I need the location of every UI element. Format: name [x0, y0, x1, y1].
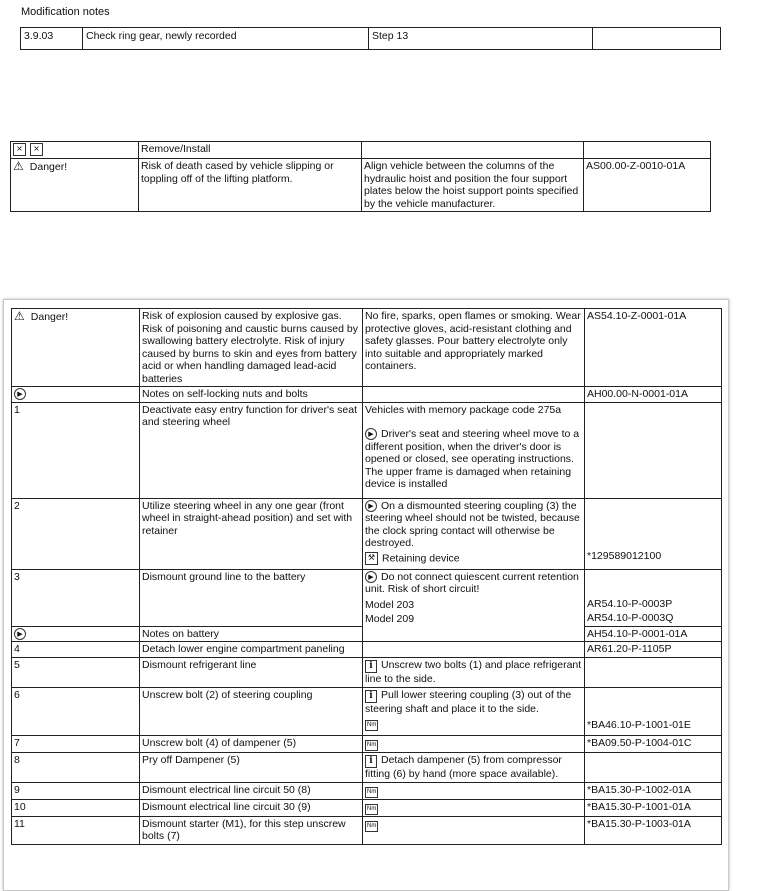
warning-triangle-icon: ⚠ — [14, 309, 25, 323]
step-info: Pull lower steering coupling (3) out of the steering shaft and place it to the side. — [365, 688, 572, 715]
step-number: 3 — [12, 569, 140, 626]
step-reference: *129589012100 — [585, 498, 722, 569]
note-text: Notes on battery — [140, 626, 363, 642]
mod-step: Step 13 — [369, 28, 593, 50]
step-number: 1 — [12, 402, 140, 498]
torque-icon: Nm — [365, 821, 378, 832]
table-row — [12, 687, 722, 735]
torque-icon: Nm — [365, 720, 378, 731]
step-text: Dismount electrical line circuit 50 (8) — [140, 782, 363, 799]
step-number: 11 — [12, 816, 140, 844]
step-reference: *BA15.30-P-1002-01A — [585, 782, 722, 799]
step-reference: *BA15.30-P-1001-01A — [585, 799, 722, 816]
step-text: Dismount electrical line circuit 30 (9) — [140, 799, 363, 816]
step-info: On a dismounted steering coupling (3) the steering wheel should not be twisted, because the clock spring contact will otherwise be destroyed. — [365, 499, 580, 549]
mod-code: 3.9.03 — [21, 28, 83, 50]
step-reference: AR61.20-P-1105P — [585, 642, 722, 658]
step-number: 5 — [12, 657, 140, 687]
step-number: 10 — [12, 799, 140, 816]
step-info: Unscrew two bolts (1) and place refrigerant line to the side. — [365, 658, 582, 685]
model-label: Model 209 — [365, 613, 415, 625]
table-row — [12, 642, 722, 658]
remove-install-label: Remove/Install — [139, 142, 362, 159]
step-text: Unscrew bolt (4) of dampener (5) — [140, 735, 363, 752]
torque-icon: Nm — [365, 804, 378, 815]
steps-table — [11, 308, 722, 845]
table-row — [12, 569, 722, 626]
table-row — [12, 387, 722, 403]
step-text: Dismount ground line to the battery — [140, 569, 363, 626]
install-icon: ⨯ — [30, 143, 43, 156]
step-reference: *BA46.10-P-1001-01E — [585, 687, 722, 735]
table-row — [12, 735, 722, 752]
step-reference: AR54.10-P-0003Q — [587, 612, 674, 624]
table-row — [21, 28, 721, 50]
note-icon: ▶ — [14, 628, 26, 640]
reference-code: AS00.00-Z-0010-01A — [584, 159, 711, 212]
measure-text: Align vehicle between the columns of the hydraulic hoist and position the four support plates below the hoist support points specified by the vehicle manufacturer. — [362, 159, 584, 212]
table-row — [11, 142, 711, 159]
step-number: 9 — [12, 782, 140, 799]
note-icon: ▶ — [365, 428, 377, 440]
risk-text: Risk of death cased by vehicle slipping or toppling off of the lifting platform. — [139, 159, 362, 212]
danger-label: Danger! — [29, 161, 68, 173]
step-text: Unscrew bolt (2) of steering coupling — [140, 687, 363, 735]
danger-measure-text: No fire, sparks, open flames or smoking. Wear protective gloves, acid-resistant clothing and safety glasses. Pour battery electrolyte only into suitable and appropriately marked containers. — [363, 309, 585, 387]
table-row — [11, 159, 711, 212]
step-info: Do not connect quiescent current retention unit. Risk of short circuit! — [365, 570, 579, 595]
step-text: Dismount refrigerant line — [140, 657, 363, 687]
info-icon: i — [365, 660, 377, 673]
table-row — [12, 402, 722, 498]
model-label: Model 203 — [365, 598, 415, 611]
step-text: Utilize steering wheel in any one gear (front wheel in straight-ahead position) and set with retainer — [140, 498, 363, 569]
table-row — [12, 309, 722, 387]
step-number: 6 — [12, 687, 140, 735]
info-icon: i — [365, 755, 377, 768]
mod-description: Check ring gear, newly recorded — [83, 28, 369, 50]
step-number: 4 — [12, 642, 140, 658]
note-reference: AH54.10-P-0001-01A — [585, 626, 722, 642]
step-number: 8 — [12, 752, 140, 782]
warning-triangle-icon: ⚠ — [13, 159, 24, 173]
note-icon: ▶ — [365, 500, 377, 512]
danger-label: Danger! — [30, 311, 69, 323]
note-reference: AH00.00-N-0001-01A — [585, 387, 722, 403]
table-row — [12, 799, 722, 816]
step-number: 2 — [12, 498, 140, 569]
note-text: Notes on self-locking nuts and bolts — [140, 387, 363, 403]
step-reference: AR54.10-P-0003P — [587, 597, 673, 610]
intro-table — [10, 141, 711, 212]
remove-icon: ⨯ — [13, 143, 26, 156]
info-icon: i — [365, 690, 377, 703]
danger-reference: AS54.10-Z-0001-01A — [585, 309, 722, 387]
table-row — [12, 657, 722, 687]
modification-table — [20, 27, 721, 50]
torque-icon: Nm — [365, 787, 378, 798]
table-row — [12, 782, 722, 799]
torque-icon: Nm — [365, 740, 378, 751]
step-info: Detach dampener (5) from compressor fitting (6) by hand (more space available). — [365, 753, 562, 780]
step-text: Pry off Dampener (5) — [140, 752, 363, 782]
step-number: 7 — [12, 735, 140, 752]
step-text: Detach lower engine compartment paneling — [140, 642, 363, 658]
table-row — [12, 816, 722, 844]
danger-risk-text: Risk of explosion caused by explosive gas. Risk of poisoning and caustic burns caused by swallowing battery electrolyte. Risk of injury caused by burns to skin and eyes from battery acid or when handling damaged lead-acid batteries — [140, 309, 363, 387]
tool-icon: ⚒ — [365, 552, 378, 565]
step-reference: *BA09.50-P-1004-01C — [585, 735, 722, 752]
mod-empty — [593, 28, 721, 50]
step-text: Deactivate easy entry function for driver's seat and steering wheel — [140, 402, 363, 498]
step-info: Vehicles with memory package code 275a — [365, 403, 562, 416]
note-icon: ▶ — [365, 571, 377, 583]
step-text: Dismount starter (M1), for this step unscrew bolts (7) — [140, 816, 363, 844]
step-reference: *BA15.30-P-1003-01A — [585, 816, 722, 844]
tool-label: Retaining device — [382, 551, 460, 564]
table-row — [12, 752, 722, 782]
table-row — [12, 498, 722, 569]
step-info: Driver's seat and steering wheel move to a different position, when the driver's door is opened or closed, see operating instructions. The upper frame is damaged when retaining device is installed — [365, 428, 580, 490]
note-icon: ▶ — [14, 388, 26, 400]
modification-notes-title: Modification notes — [21, 6, 110, 18]
